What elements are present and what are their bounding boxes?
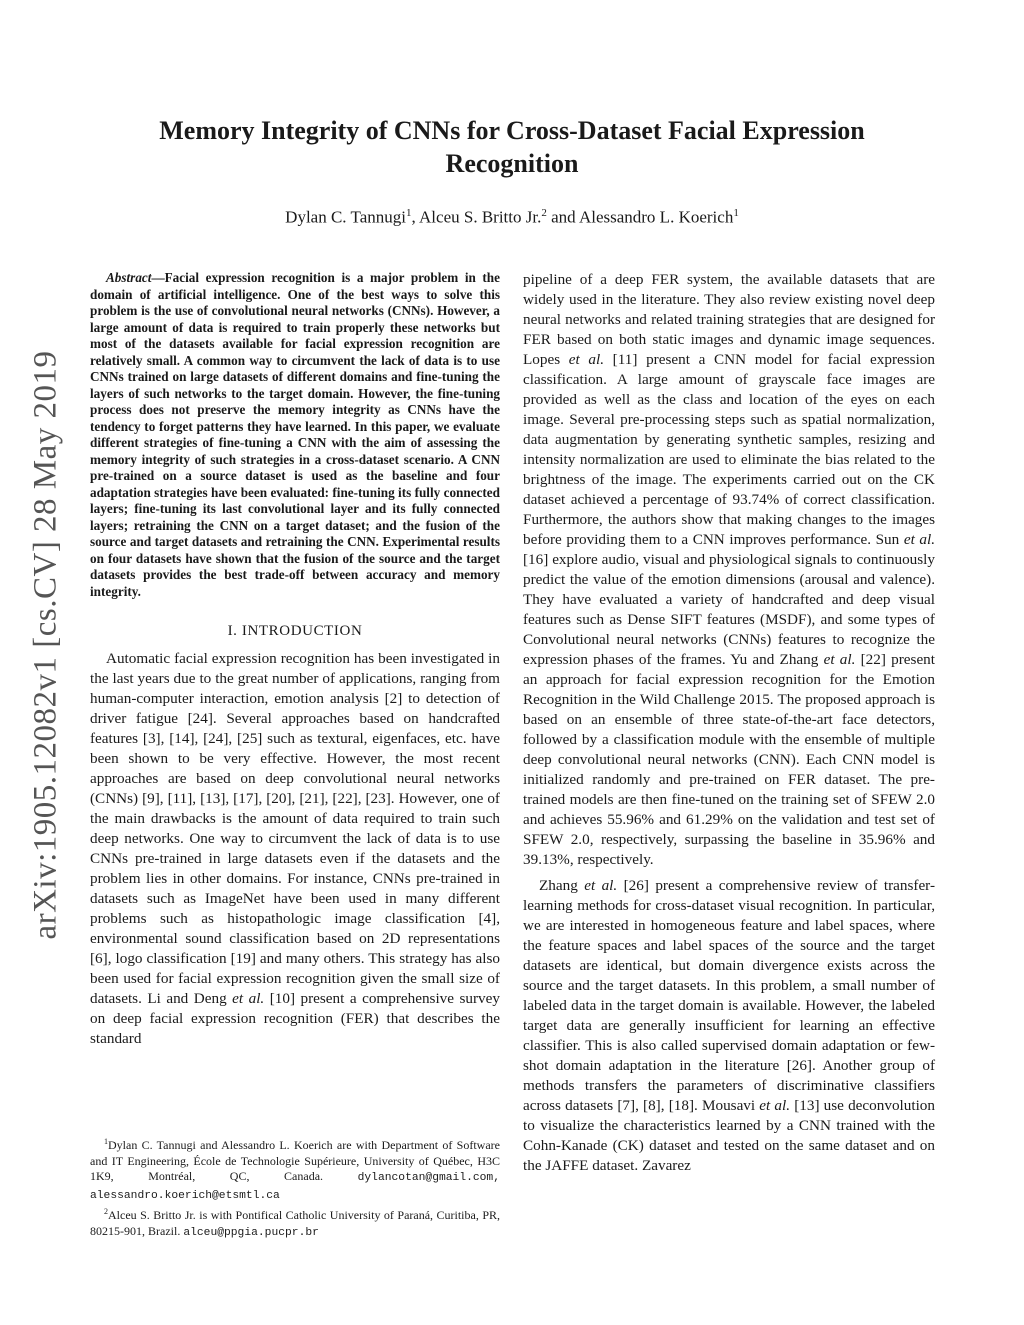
footnote-1-text: Dylan C. Tannugi and Alessandro L. Koerich are with Department of Software and IT Engineering, École de Technologie Supérieure, University of Québec, H3C 1K9, Montréal, QC, Canada.: [90, 1138, 500, 1183]
footnote-2-text: Alceu S. Britto Jr. is with Pontifical Catholic University of Paraná, Curitiba, PR, 80215-901, Brazil.: [90, 1208, 500, 1238]
footnote-2-email: alceu@ppgia.pucpr.br: [183, 1226, 319, 1239]
author-2: Alceu S. Britto Jr.: [419, 207, 542, 227]
right-paragraph-text: [26] present a comprehensive review of transfer-learning methods for cross-dataset visual recognition. In particular, we are interested in homogeneous feature and label spaces, where the feature spaces and label spaces of the source and the target datasets are identical, but domain divergence exists across the source and the target datasets. In this problem, a small number of labeled data in the target domain is available. However, the labeled target data are generally insufficient for learning an effective classifier. This is also called supervised domain adaptation or few-shot domain adaptation in the literature [26]. Another group of methods transfers the parameters of discriminative classifiers across datasets [7], [8], [18]. Mousavi: [523, 877, 935, 1114]
left-column: [90, 270, 500, 1049]
abstract-label: Abstract: [106, 270, 152, 285]
intro-paragraph-1: [90, 649, 500, 1049]
author-separator: and: [546, 207, 579, 227]
author-2-affiliation: 2: [541, 207, 547, 219]
intro-paragraph-2: [523, 876, 935, 1176]
intro-paragraph-1-end: [10] present a comprehensive survey on deep facial expression recognition (FER) that describes the standard: [90, 990, 500, 1047]
right-paragraph-text: [13] use deconvolution to visualize the characteristics learned by a CNN trained with the Cohn-Kanade (CK) dataset and tested on the same dataset and on the JAFFE dataset. Zavarez: [523, 1097, 935, 1174]
footnote-1-email: dylancotan@gmail.com, alessandro.koerich@etsmtl.ca: [90, 1172, 500, 1202]
author-list: [90, 207, 934, 228]
paper-title: Memory Integrity of CNNs for Cross-Dataset Facial Expression Recognition: [159, 116, 865, 178]
right-column: [523, 270, 935, 1176]
citation-etal: et al.: [903, 531, 935, 548]
right-paragraph-text: [22] present an approach for facial expression recognition for the Emotion Recognition in the Wild Challenge 2015. The proposed approach is based on an ensemble of three state-of-the-art face detectors, followed by a classification module with the ensemble of multiple deep convolutional neural networks (CNN). Each CNN model is initialized randomly and pre-trained on FER dataset. The pre-trained models are then fine-tuned on the training set of SFEW 2.0 and achieves 55.96% and 61.29% on the validation and test set of SFEW 2.0, respectively, surpassing the baseline in 35.96% and 39.13%, respectively.: [523, 651, 935, 868]
footnote-1: [90, 1134, 500, 1204]
section-heading-introduction: I. INTRODUCTION: [227, 623, 363, 639]
author-3: Alessandro L. Koerich: [578, 207, 734, 227]
arxiv-identifier: [26, 340, 66, 950]
citation-etal: et al.: [759, 1097, 791, 1114]
intro-paragraph-1-text: Automatic facial expression recognition has been investigated in the last years due to the great number of applications, ranging from human-computer interaction, emotion analysis [2] to detection of driver fatigue [24]. Several approaches based on handcrafted features [3], [14], [24], [25] such as textural, eigenfaces, etc. have been shown to be very effective. However, the most recent approaches are based on deep convolutional neural networks (CNNs) [9], [11], [13], [17], [20], [21], [22], [23]. However, one of the main drawbacks is the amount of data required to train such deep networks. One way to circumvent the lack of data is to use CNNs pre-trained in large datasets even if the datasets and the problem lies in other domains. For instance, CNNs pre-trained in datasets such as ImageNet have been used in many different problems such as histopathologic image classification [4], environmental sound classification based on 2D representations [6], logo classification [19] and many others. This strategy has also been used for facial expression recognition given the small size of datasets. Li and Deng: [90, 650, 500, 1007]
author-3-affiliation: 1: [733, 207, 739, 219]
right-paragraph-text: [16] explore audio, visual and physiological signals to continuously predict the value of the emotion dimensions (arousal and valence). They have evaluated a variety of handcrafted and deep visual features such as Dense SIFT features (MSDF), and some types of Convolutional neural networks (CNNs) features to recognize the expression phases of the frames. Yu and Zhang: [523, 551, 935, 668]
abstract-text: Facial expression recognition is a major problem in the domain of artificial intelligence. One of the best ways to solve this problem is the use of convolutional neural networks (CNNs). However, a large amount of data is required to train properly these networks but most of the datasets available for facial expression recognition are relatively small. A common way to circumvent the lack of data is to use CNNs trained on large datasets of different domains and fine-tuning the layers of such networks to the target domain. However, the fine-tuning process does not preserve the memory integrity as CNNs have the tendency to forget patterns they have learned. In this paper, we evaluate different strategies of fine-tuning a CNN with the aim of assessing the memory integrity of such strategies in a cross-dataset scenario. A CNN pre-trained on a source dataset is used as the baseline and four adaptation strategies have been evaluated: fine-tuning its fully connected layers; fine-tuning its last convolutional layer and its fully connected layers; retraining the CNN on a target dataset; and the fusion of the source and target datasets and retraining the CNN. Experimental results on four datasets have shown that the fusion of the source and the target datasets provides the best trade-off between accuracy and memory integrity.: [90, 270, 500, 599]
citation-etal: et al.: [823, 651, 856, 668]
citation-etal: et al.: [232, 990, 265, 1007]
citation-etal: et al.: [568, 351, 605, 368]
right-paragraph-text: Zhang: [539, 877, 585, 894]
arxiv-stamp-text: arXiv:1905.12082v1 [cs.CV] 28 May 2019: [27, 350, 64, 940]
citation-etal: et al.: [584, 877, 618, 894]
footnote-2-marker: 2: [104, 1207, 108, 1216]
right-paragraph-text: [11] present a CNN model for facial expression classification. A large amount of grayscale face images are provided as well as the class and location of the eyes on each image. Several pre-processing steps such as spatial normalization, data augmentation by generating synthetic samples, resizing and intensity normalization are used to eliminate the bias related to the brightness of the image. The experiments carried out on the CK dataset achieved a percentage of 93.74% of correct classification. Furthermore, the authors show that making changes to the images before providing them to a CNN improves performance. Sun: [523, 351, 935, 548]
right-paragraph-text: pipeline of a deep FER system, the available datasets that are widely used in the literature. They also review existing novel deep neural networks and related training strategies that are designed for FER based on both static images and dynamic image sequences. Lopes: [523, 271, 935, 368]
footnote-1-marker: 1: [104, 1137, 108, 1146]
author-1: Dylan C. Tannugi: [285, 207, 406, 227]
abstract: [90, 270, 500, 600]
intro-paragraph-1-continued: [523, 270, 935, 870]
abstract-dash: —: [151, 270, 165, 285]
footnote-2: [90, 1204, 500, 1241]
author-separator: ,: [411, 207, 420, 227]
author-1-affiliation: 1: [405, 207, 412, 219]
footnotes: [90, 1134, 500, 1241]
